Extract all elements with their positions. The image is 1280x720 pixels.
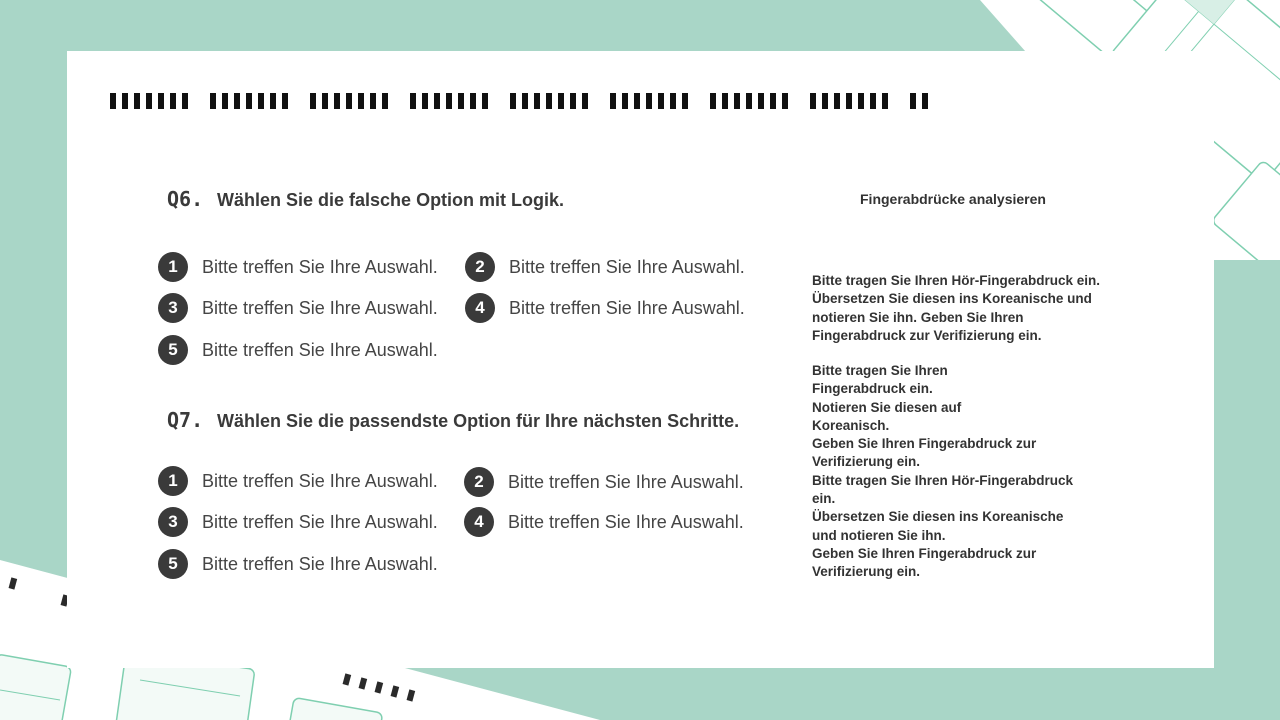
- side-panel-paragraph-1: [812, 272, 1100, 345]
- text-line: Geben Sie Ihren Fingerabdruck zur: [812, 545, 1037, 561]
- option-label: Bitte treffen Sie Ihre Auswahl.: [202, 297, 438, 318]
- text-line: notieren Sie ihn. Geben Sie Ihren: [812, 309, 1024, 325]
- barcode-strip: [110, 93, 928, 111]
- question-text: Wählen Sie die passendste Option für Ihre nächsten Schritte.: [217, 411, 740, 431]
- option-label: Bitte treffen Sie Ihre Auswahl.: [202, 553, 438, 574]
- q7-option-3[interactable]: [158, 507, 438, 537]
- option-label: Bitte treffen Sie Ihre Auswahl.: [202, 256, 438, 277]
- q6-option-5[interactable]: [158, 335, 438, 365]
- text-line: Bitte tragen Sie Ihren Hör-Fingerabdruck ein.: [812, 273, 1101, 288]
- q7-option-4[interactable]: [464, 507, 744, 537]
- text-line: Fingerabdruck zur Verifizierung ein.: [812, 327, 1042, 343]
- q7-option-5[interactable]: [158, 549, 438, 579]
- option-number-badge: 3: [158, 293, 188, 323]
- q7-option-1[interactable]: [158, 466, 438, 496]
- option-label: Bitte treffen Sie Ihre Auswahl.: [202, 339, 438, 360]
- text-line: Übersetzen Sie diesen ins Koreanische: [812, 509, 1064, 525]
- text-line: Notieren Sie diesen auf: [812, 399, 962, 415]
- question-q7: [167, 408, 739, 432]
- text-line: Bitte tragen Sie Ihren Hör-Fingerabdruck: [812, 472, 1074, 488]
- option-label: Bitte treffen Sie Ihre Auswahl.: [508, 471, 744, 492]
- option-label: Bitte treffen Sie Ihre Auswahl.: [202, 470, 438, 491]
- question-text: Wählen Sie die falsche Option mit Logik.: [217, 190, 565, 210]
- option-label: Bitte treffen Sie Ihre Auswahl.: [509, 256, 745, 277]
- option-number-badge: 2: [465, 252, 495, 282]
- option-number-badge: 1: [158, 466, 188, 496]
- option-label: Bitte treffen Sie Ihre Auswahl.: [509, 297, 745, 318]
- text-line: Verifizierung ein.: [812, 454, 921, 470]
- option-label: Bitte treffen Sie Ihre Auswahl.: [508, 511, 744, 532]
- q6-option-4[interactable]: [465, 293, 745, 323]
- q7-option-2[interactable]: [464, 467, 744, 497]
- q6-option-1[interactable]: [158, 252, 438, 282]
- text-line: Fingerabdruck ein.: [812, 381, 933, 397]
- text-line: ein.: [812, 491, 836, 507]
- option-label: Bitte treffen Sie Ihre Auswahl.: [202, 511, 438, 532]
- q6-option-3[interactable]: [158, 293, 438, 323]
- text-line: Bitte tragen Sie Ihren: [812, 363, 948, 378]
- option-number-badge: 1: [158, 252, 188, 282]
- side-panel-paragraph-2: [812, 362, 1073, 582]
- option-number-badge: 4: [464, 507, 494, 537]
- text-line: und notieren Sie ihn.: [812, 527, 946, 543]
- question-number: Q7.: [167, 408, 204, 432]
- text-line: Geben Sie Ihren Fingerabdruck zur: [812, 436, 1037, 452]
- question-card: [67, 51, 1214, 668]
- text-line: Übersetzen Sie diesen ins Koreanische und: [812, 291, 1092, 307]
- question-number: Q6.: [167, 187, 204, 211]
- text-line: Verifizierung ein.: [812, 564, 921, 580]
- side-panel-title: Fingerabdrücke analysieren: [860, 191, 1046, 207]
- question-q6: [167, 187, 564, 211]
- option-number-badge: 4: [465, 293, 495, 323]
- text-line: Koreanisch.: [812, 417, 890, 433]
- option-number-badge: 3: [158, 507, 188, 537]
- option-number-badge: 5: [158, 335, 188, 365]
- q6-option-2[interactable]: [465, 252, 745, 282]
- option-number-badge: 2: [464, 467, 494, 497]
- option-number-badge: 5: [158, 549, 188, 579]
